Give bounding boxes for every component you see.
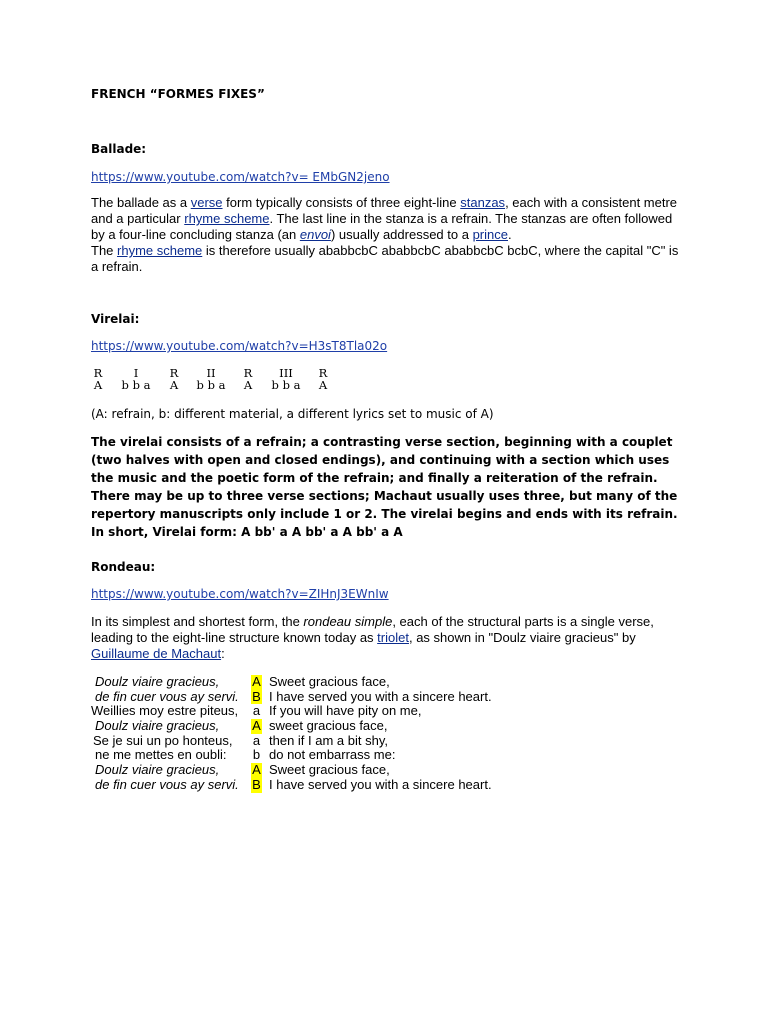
text: , each of the structural parts is a single verse, leading to the eight-line structure known today as: [91, 614, 654, 645]
scheme-rhyme: A: [243, 378, 253, 392]
document-title: FRENCH “FORMES FIXES”: [91, 87, 265, 101]
english-line: Sweet gracious face,: [269, 762, 390, 778]
rondeau-heading: Rondeau:: [91, 560, 156, 574]
english-line: sweet gracious face,: [269, 718, 388, 734]
scheme-rhyme: b b a: [121, 378, 151, 392]
scheme-section-label: R: [318, 366, 328, 380]
french-line: Doulz viaire gracieus,: [95, 674, 220, 689]
french-line: Weillies moy estre piteus,: [91, 703, 239, 719]
scheme-section-label: R: [243, 366, 253, 380]
rhyme-letter: B: [252, 688, 261, 704]
scheme-column: [91, 367, 105, 391]
scheme-column: [316, 367, 330, 391]
rhyme-letter: A: [252, 718, 261, 734]
scheme-rhyme: A: [169, 378, 179, 392]
machaut-link[interactable]: Guillaume de Machaut: [91, 646, 222, 661]
envoi-link[interactable]: envoi: [299, 227, 331, 242]
virelai-legend: (A: refrain, b: different material, a different lyrics set to music of A): [91, 407, 494, 421]
text: form typically consists of three eight-line: [222, 195, 461, 210]
english-line: I have served you with a sincere heart.: [269, 688, 492, 704]
scheme-section-label: II: [206, 366, 216, 380]
ballade-heading: Ballade:: [91, 142, 147, 156]
scheme-section-label: R: [169, 366, 179, 380]
scheme-column: [268, 367, 304, 391]
text: ) usually addressed to a: [330, 227, 473, 242]
scheme-column: [194, 367, 228, 391]
rhyme-letter: A: [252, 762, 261, 778]
scheme-column: [241, 367, 255, 391]
verse-link[interactable]: verse: [190, 195, 223, 210]
prince-link[interactable]: prince: [472, 227, 508, 242]
french-line: de fin cuer vous ay servi.: [95, 688, 239, 704]
text: . The last line in the stanza is a refrain. The stanzas are often followed by a four-line concluding stanza (an: [91, 211, 673, 242]
text: The ballade as a: [91, 195, 191, 210]
scheme-column: [120, 367, 152, 391]
scheme-section-label: R: [93, 366, 103, 380]
english-line: do not embarrass me:: [269, 747, 396, 763]
text: .: [508, 227, 512, 242]
ballade-youtube-link[interactable]: https://www.youtube.com/watch?v= EMbGN2jeno: [91, 170, 390, 184]
rondeau-youtube-link[interactable]: https://www.youtube.com/watch?v=ZIHnJ3EWnIw: [91, 587, 389, 601]
rhyme-letter: a: [252, 732, 261, 748]
french-line: Doulz viaire gracieus,: [95, 718, 220, 734]
rhyme-scheme-link[interactable]: rhyme scheme: [184, 211, 270, 226]
text: :: [221, 646, 225, 661]
english-line: Sweet gracious face,: [269, 674, 390, 689]
english-line: I have served you with a sincere heart.: [269, 776, 492, 792]
virelai-youtube-link[interactable]: https://www.youtube.com/watch?v=H3sT8Tla02o: [91, 339, 388, 353]
rondeau-intro: [91, 614, 681, 662]
scheme-rhyme: A: [93, 378, 103, 392]
scheme-rhyme: b b a: [196, 378, 226, 392]
rhyme-letter: A: [252, 674, 261, 689]
rondeau-simple-term: rondeau simple: [303, 614, 393, 629]
scheme-column: [167, 367, 181, 391]
rhyme-letter: a: [252, 703, 261, 719]
rhyme-letter: B: [252, 776, 261, 792]
text: , each with a consistent metre and a particular: [91, 195, 678, 226]
french-line: ne me mettes en oubli:: [95, 747, 227, 763]
scheme-rhyme: b b a: [271, 378, 301, 392]
french-line: de fin cuer vous ay servi.: [95, 776, 239, 792]
ballade-paragraph: [91, 195, 681, 275]
english-line: then if I am a bit shy,: [269, 732, 388, 748]
english-line: If you will have pity on me,: [269, 703, 422, 719]
text: The: [91, 243, 118, 258]
virelai-description: The virelai consists of a refrain; a contrasting verse section, beginning with a couplet (two halves with open and closed endings), and continuing with a section which uses the music and the poetic form of the refrain; and finally a reiteration of the refrain. There may be up to three verse sections; Machaut usually uses three, but many of the repertory manuscripts only include 1 or 2. The virelai begins and ends with its refrain. In short, Virelai form: A bb' a A bb' a A bb' a A: [91, 435, 678, 539]
scheme-section-label: I: [133, 366, 139, 380]
text: , as shown in "Doulz viaire gracieus" by: [408, 630, 636, 645]
rhyme-scheme-link-2[interactable]: rhyme scheme: [117, 243, 203, 258]
rhyme-letter: b: [252, 747, 261, 763]
text: is therefore usually ababbcbC ababbcbC ababbcbC bcbC, where the capital "C" is a refrain.: [91, 243, 679, 274]
french-line: Doulz viaire gracieus,: [95, 762, 220, 778]
text: In its simplest and shortest form, the: [91, 614, 304, 629]
scheme-section-label: III: [279, 366, 293, 380]
virelai-heading: Virelai:: [91, 312, 140, 326]
triolet-link[interactable]: triolet: [377, 630, 409, 645]
french-line: Se je sui un po honteus,: [93, 732, 233, 748]
scheme-rhyme: A: [318, 378, 328, 392]
stanzas-link[interactable]: stanzas: [460, 195, 506, 210]
